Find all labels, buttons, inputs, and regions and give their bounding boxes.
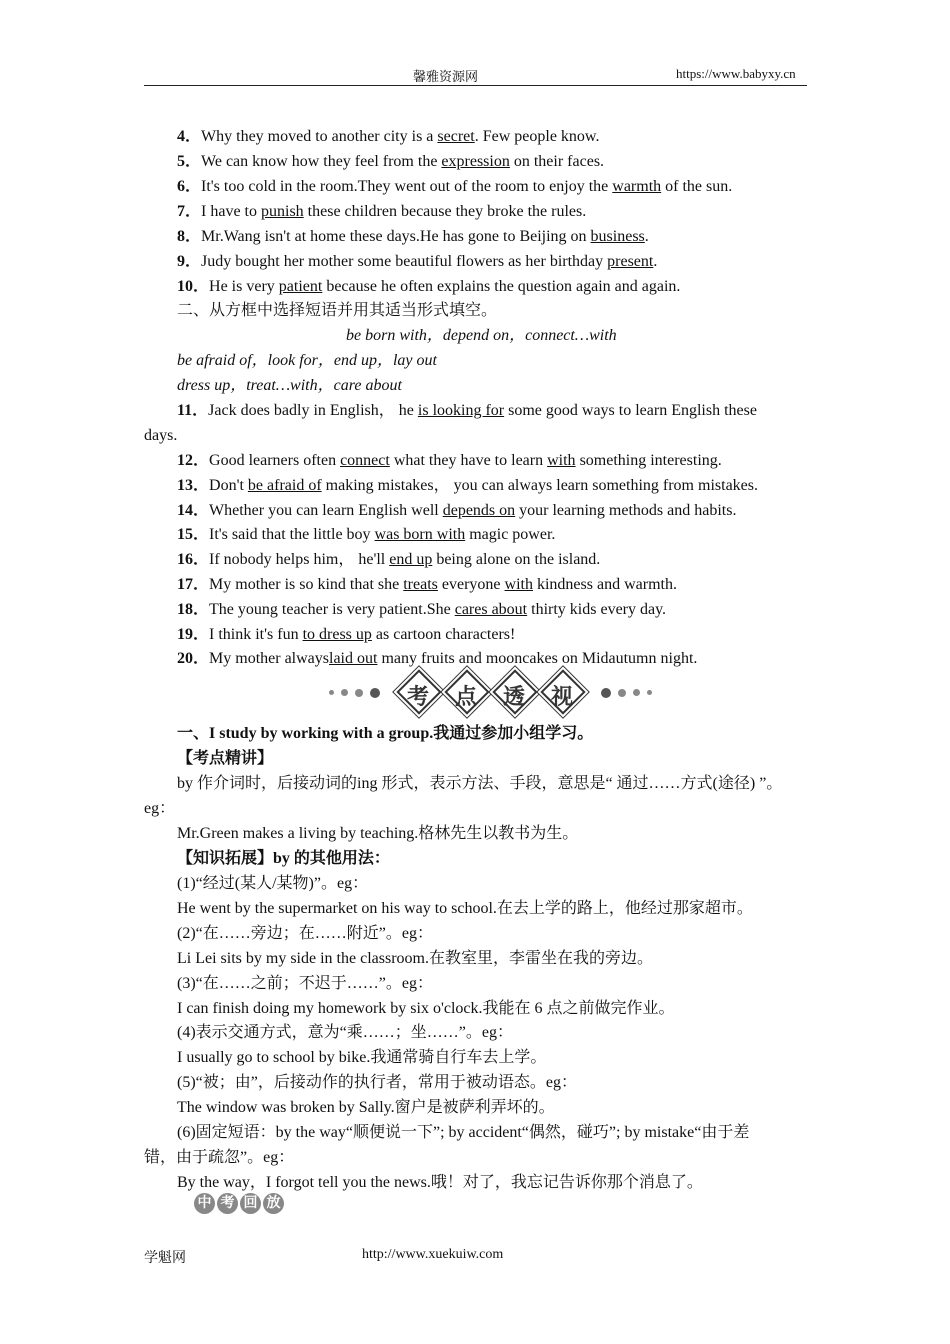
exercise-item: 6．It's too cold in the room.They went out of the room to enjoy the warmth of the sun. xyxy=(177,178,733,195)
banner-dot xyxy=(370,688,380,698)
answer-blank: be afraid of xyxy=(247,476,322,494)
answer-blank: is looking for xyxy=(417,402,505,419)
banner-dot xyxy=(341,689,348,696)
example-2: Li Lei sits by my side in the classroom.在教室里，李雷坐在我的旁边。 xyxy=(177,950,653,967)
usage-5: (5)“被；由”，后接动作的执行者，常用于被动语态。eg： xyxy=(177,1074,577,1091)
exercise-item: 12．Good learners often connect what they have to learn with something interesting. xyxy=(177,452,722,469)
header-url: https://www.babyxy.cn xyxy=(676,66,796,81)
usage-4: (4)表示交通方式，意为“乘……；坐……”。eg： xyxy=(177,1024,513,1041)
exercise-item: 13．Don't be afraid of making mistakes， you can always learn something from mistakes. xyxy=(177,476,758,494)
section2-title: 二、从方框中选择短语并用其适当形式填空。 xyxy=(177,302,498,319)
section3-heading: 一、I study by working with a group.我通过参加小组学习。 xyxy=(177,725,594,742)
banner-dot xyxy=(329,690,334,695)
exercise-item: 9．Judy bought her mother some beautiful flowers as her birthday present. xyxy=(177,253,658,270)
exercise-item: 20．My mother alwayslaid out many fruits and mooncakes on Midautumn night. xyxy=(177,650,698,668)
exercise-item: 8．Mr.Wang isn't at home these days.He has gone to Beijing on business. xyxy=(177,228,649,245)
answer-blank: connect xyxy=(340,452,390,469)
header-site-name: 馨雅资源网 xyxy=(413,69,479,84)
example-6: By the way，I forgot tell you the news.哦！对了，我忘记告诉你那个消息了。 xyxy=(177,1174,703,1191)
exercise-item: 15．It's said that the little boy was born with magic power. xyxy=(177,526,556,544)
phrase-box-line1: be born with，depend on，connect…with xyxy=(346,327,617,344)
banner-dot xyxy=(355,689,363,697)
exercise-item: 4．Why they moved to another city is a secret. Few people know. xyxy=(177,128,600,145)
banner-char: 点 xyxy=(454,685,477,710)
usage-6-cont: 错，由于疏忽”。eg： xyxy=(144,1149,295,1166)
exercise-item: 16．If nobody helps him， he'll end up being alone on the island. xyxy=(177,551,601,569)
answer-blank: treats xyxy=(403,576,438,593)
zhishi-tuozhan-label: 【知识拓展】by 的其他用法： xyxy=(177,850,390,867)
banner-dot xyxy=(618,689,626,697)
exercise-item: 10．He is very patient because he often explains the question again and again. xyxy=(177,278,681,295)
answer-blank: end up xyxy=(389,551,433,569)
exercise-item: 18．The young teacher is very patient.She cares about thirty kids every day. xyxy=(177,600,667,618)
banner-dot xyxy=(601,688,611,698)
by-explanation-cont: eg： xyxy=(144,800,176,817)
kaodian-jingjiang-label: 【考点精讲】 xyxy=(177,750,274,767)
exercise-item: 14．Whether you can learn English well depends on your learning methods and habits. xyxy=(177,501,737,519)
answer-blank: secret xyxy=(437,128,475,145)
by-explanation: by 作介词时，后接动词的ing 形式，表示方法、手段，意思是“ 通过……方式(途径) ”。 xyxy=(177,775,783,792)
review-char: 考 xyxy=(217,1193,238,1214)
review-char: 回 xyxy=(240,1193,261,1214)
answer-blank: expression xyxy=(441,153,510,170)
answer-blank: depends on xyxy=(442,501,516,519)
banner-char: 视 xyxy=(550,685,573,710)
exercise-item: 19．I think it's fun to dress up as cartoon characters! xyxy=(177,625,516,643)
usage-1: (1)“经过(某人/某物)”。eg： xyxy=(177,875,369,892)
answer-blank: with xyxy=(547,452,576,469)
footer-url: http://www.xuekuiw.com xyxy=(362,1247,504,1262)
answer-blank: to dress up xyxy=(302,625,372,643)
answer-blank: cares about xyxy=(454,600,528,618)
example-sentence: Mr.Green makes a living by teaching.格林先生以教书为生。 xyxy=(177,825,579,842)
example-5: The window was broken by Sally.窗户是被萨利弄坏的。 xyxy=(177,1099,555,1116)
usage-2: (2)“在……旁边；在……附近”。eg： xyxy=(177,925,433,942)
exercise-item-11: 11．Jack does badly in English， he is looking for some good ways to learn English these xyxy=(177,402,757,419)
exercise-item: 5．We can know how they feel from the expression on their faces. xyxy=(177,153,605,170)
footer-site-name: 学魁网 xyxy=(144,1251,186,1266)
kaodian-banner xyxy=(325,673,660,715)
review-char: 中 xyxy=(194,1193,215,1214)
exercise-item: 17．My mother is so kind that she treats everyone with kindness and warmth. xyxy=(177,576,677,593)
answer-blank: with xyxy=(504,576,533,593)
review-char: 放 xyxy=(263,1193,284,1214)
answer-blank: business xyxy=(590,228,645,245)
answer-blank: laid out xyxy=(329,650,378,668)
header-rule xyxy=(144,85,807,86)
banner-char: 透 xyxy=(502,685,525,710)
phrase-box-line3: dress up，treat…with，care about xyxy=(177,377,402,394)
banner-char: 考 xyxy=(406,685,429,710)
example-1: He went by the supermarket on his way to school.在去上学的路上，他经过那家超市。 xyxy=(177,900,753,917)
exercise-item: 7．I have to punish these children because they broke the rules. xyxy=(177,203,587,220)
answer-blank: warmth xyxy=(612,178,662,195)
exercise-item-11-cont: days. xyxy=(144,427,178,444)
usage-6: (6)固定短语：by the way“顺便说一下”; by accident“偶然，碰巧”; by mistake“由于差 xyxy=(177,1124,750,1141)
answer-blank: was born with xyxy=(374,526,466,544)
phrase-box-line2: be afraid of，look for，end up，lay out xyxy=(177,352,437,369)
banner-dot xyxy=(633,689,640,696)
example-4: I usually go to school by bike.我通常骑自行车去上学。 xyxy=(177,1049,547,1066)
banner-dot xyxy=(647,690,652,695)
answer-blank: patient xyxy=(278,278,323,295)
answer-blank: punish xyxy=(261,203,304,220)
example-3: I can finish doing my homework by six o'clock.我能在 6 点之前做完作业。 xyxy=(177,1000,675,1017)
answer-blank: present xyxy=(607,253,654,270)
usage-3: (3)“在……之前；不迟于……”。eg： xyxy=(177,975,433,992)
